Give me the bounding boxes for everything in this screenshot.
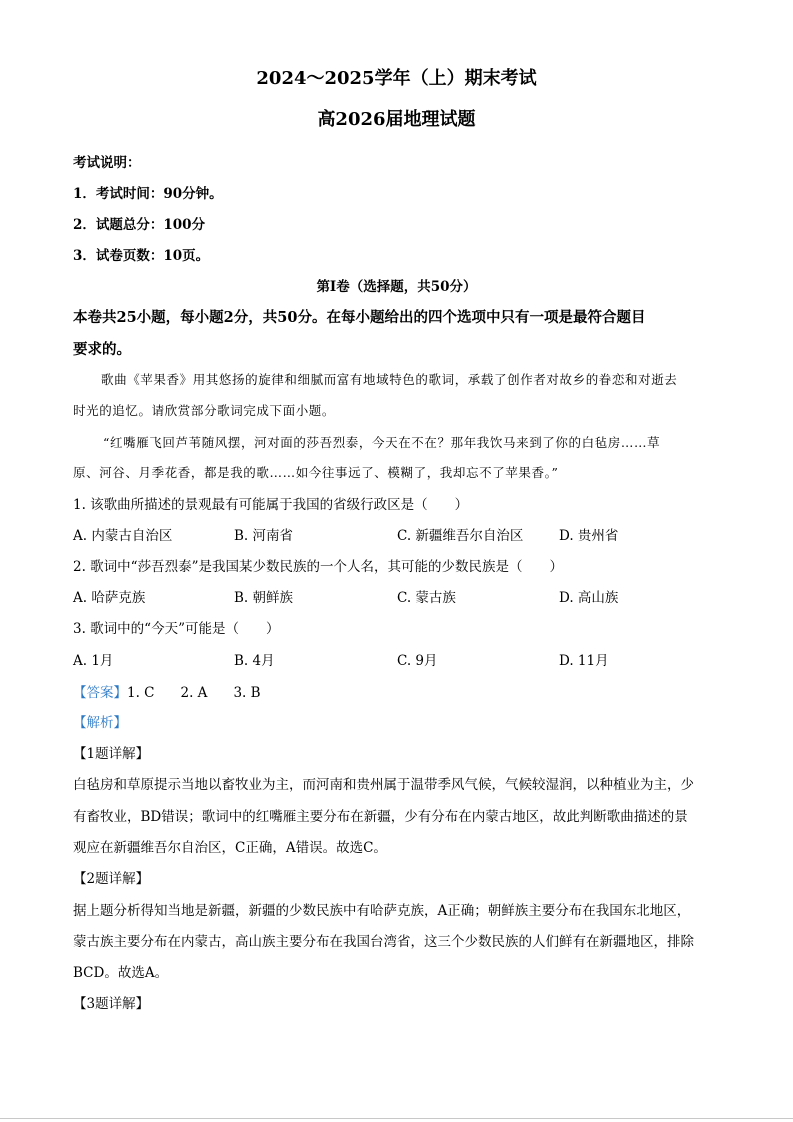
answer-value: 1. C [127, 685, 155, 701]
option-a: A. 1月 [73, 653, 114, 669]
q1-analysis-text: 有畜牧业，BD错误；歌词中的红嘴雁主要分布在新疆，少有分布在内蒙古地区，故此判断歌曲描述的景 [73, 809, 688, 825]
analysis-label: 【解析】 [73, 715, 127, 731]
option-d: D. 11月 [559, 653, 609, 669]
q2-analysis-text: BCD。故选A。 [73, 965, 169, 981]
answer-value: 2. A [180, 685, 208, 701]
option-c: C. 新疆维吾尔自治区 [397, 528, 524, 544]
option-d: D. 高山族 [559, 590, 619, 606]
option-a: A. 内蒙古自治区 [73, 528, 173, 544]
question-stem: 2. 歌词中“莎吾烈泰”是我国某少数民族的一个人名，其可能的少数民族是（ ） [73, 559, 563, 575]
question-stem: 1. 该歌曲所描述的景观最有可能属于我国的省级行政区是（ ） [73, 497, 469, 513]
exam-note-item: 2．试题总分：100分 [73, 217, 206, 233]
option-c: C. 蒙古族 [397, 590, 456, 606]
passage-intro: 时光的追忆。请欣赏部分歌词完成下面小题。 [73, 403, 336, 418]
q1-analysis-text: 观应在新疆维吾尔自治区，C正确，A错误。故选C。 [73, 840, 387, 856]
exam-note-item: 3．试卷页数：10页。 [73, 248, 210, 264]
q2-analysis-text: 据上题分析得知当地是新疆，新疆的少数民族中有哈萨克族，A正确；朝鲜族主要分布在我国东北地区， [73, 903, 691, 919]
option-d: D. 贵州省 [559, 528, 619, 544]
answer-row [73, 681, 261, 701]
option-b: B. 河南省 [234, 528, 294, 544]
option-b: B. 4月 [234, 653, 275, 669]
exam-notes-heading: 考试说明： [73, 155, 141, 171]
q3-analysis-heading: 【3题详解】 [73, 996, 150, 1012]
section-title: 第Ⅰ卷（选择题，共50分） [316, 279, 477, 295]
passage-lyrics: 原、河谷、月季花香，都是我的歌……如今往事远了、模糊了，我却忘不了苹果香。” [73, 465, 559, 480]
exam-subtitle: 高2026届地理试题 [317, 109, 476, 130]
exam-note-item: 1．考试时间：90分钟。 [73, 186, 223, 202]
page-bottom-divider [0, 1118, 793, 1119]
q1-analysis-heading: 【1题详解】 [73, 746, 150, 762]
passage-intro: 歌曲《苹果香》用其悠扬的旋律和细腻而富有地域特色的歌词，承载了创作者对故乡的眷恋和对逝去 [101, 372, 678, 387]
q2-analysis-text: 蒙古族主要分布在内蒙古，高山族主要分布在我国台湾省，这三个少数民族的人们鲜有在新疆地区，排除 [73, 934, 694, 950]
option-a: A. 哈萨克族 [73, 590, 146, 606]
exam-title: 2024～2025学年（上）期末考试 [256, 68, 537, 89]
q1-analysis-text: 白毡房和草原提示当地以畜牧业为主，而河南和贵州属于温带季风气候，气候较湿润，以种植业为主，少 [73, 777, 694, 793]
answer-label: 【答案】 [73, 685, 127, 701]
question-stem: 3. 歌词中的“今天”可能是（ ） [73, 621, 280, 637]
option-b: B. 朝鲜族 [234, 590, 294, 606]
answer-value: 3. B [233, 685, 261, 701]
q2-analysis-heading: 【2题详解】 [73, 871, 150, 887]
passage-lyrics: “红嘴雁飞回芦苇随风摆，河对面的莎吾烈泰，今天在不在？那年我饮马来到了你的白毡房……草 [103, 435, 661, 450]
section-instruction: 要求的。 [73, 341, 131, 358]
section-instruction: 本卷共25小题，每小题2分，共50分。在每小题给出的四个选项中只有一项是最符合题目 [73, 309, 646, 326]
option-c: C. 9月 [397, 653, 438, 669]
